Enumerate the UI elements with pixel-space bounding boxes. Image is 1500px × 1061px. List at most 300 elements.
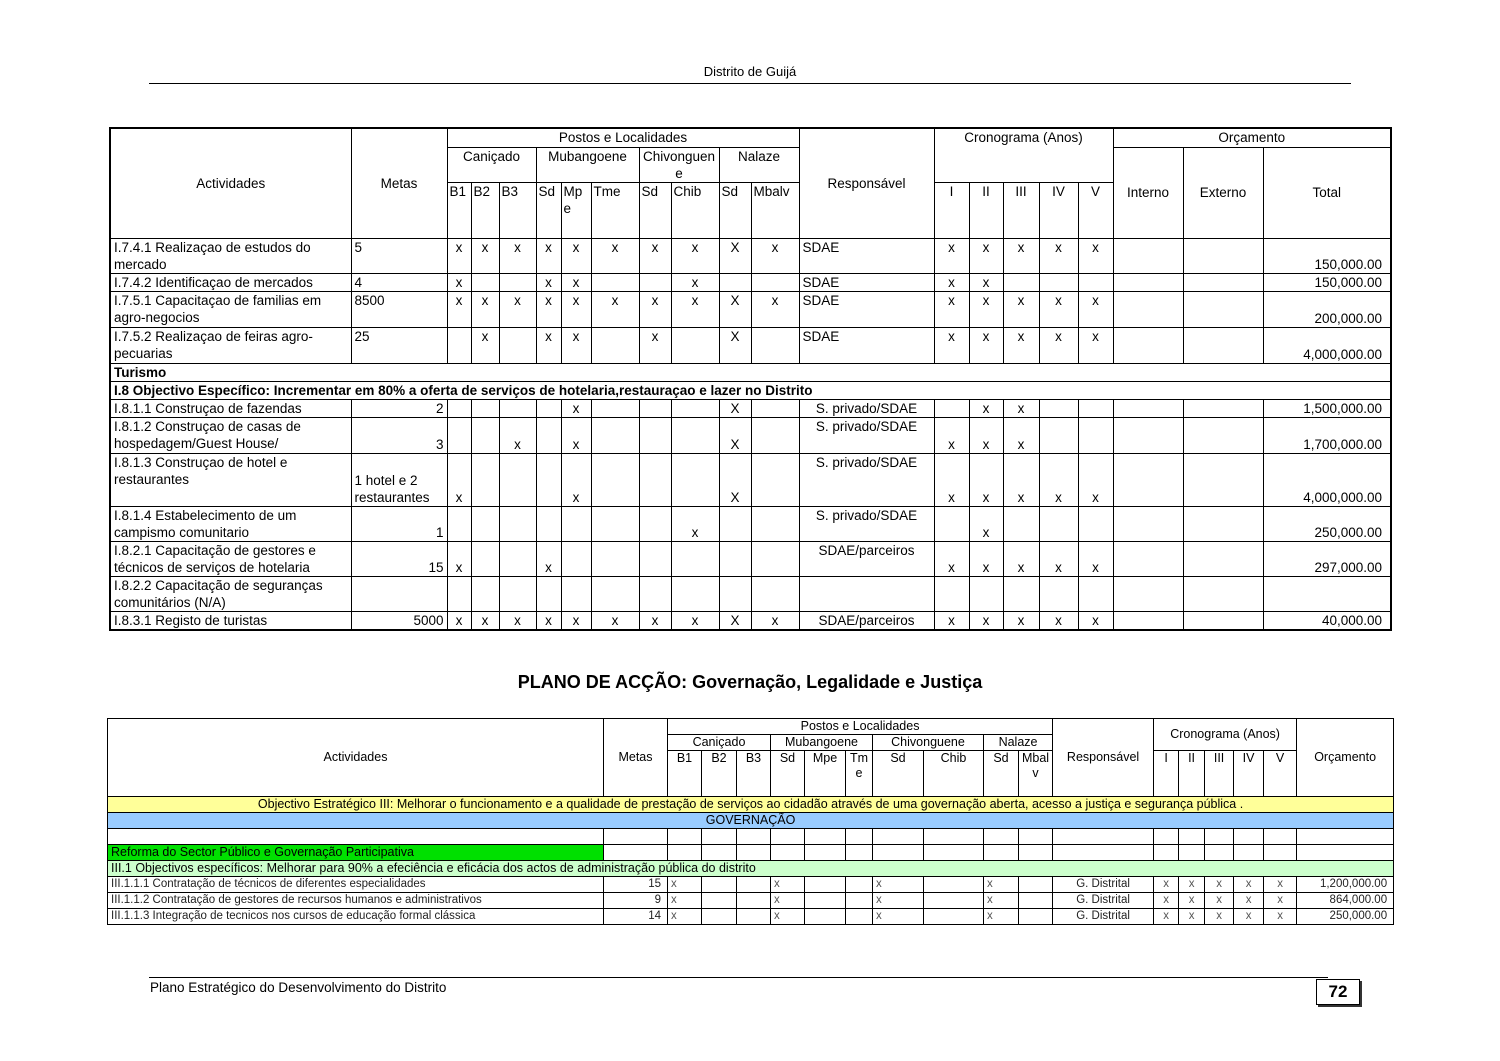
activity-cell: I.7.5.1 Capacitaçao de familias em agro-negocios <box>110 291 351 327</box>
schedule-mark: x <box>1234 909 1264 925</box>
location-mark: x <box>671 291 719 327</box>
col-sub-b1: B1 <box>668 751 702 797</box>
schedule-mark: x <box>934 611 969 630</box>
col-sub-b2: B2 <box>471 182 499 238</box>
section-title: PLANO DE ACÇÃO: Governação, Legalidade e Justiça <box>517 672 983 692</box>
empty-cell <box>1154 829 1179 845</box>
schedule-mark: x <box>969 399 1003 417</box>
location-mark: x <box>536 273 561 291</box>
interno-cell <box>1113 611 1183 630</box>
strategic-objective-row: Objectivo Estratégico III: Melhorar o funcionamento e a qualidade de prestação de serviços ao cidadão através de uma governação aberta, acesso a justiça e segurança pública . <box>108 797 1394 813</box>
empty-cell <box>1205 845 1234 861</box>
schedule-mark <box>1078 417 1113 453</box>
externo-cell <box>1183 399 1263 417</box>
schedule-mark: x <box>1078 291 1113 327</box>
location-mark <box>805 893 846 909</box>
location-mark: x <box>536 327 561 363</box>
schedule-mark: x <box>1003 417 1039 453</box>
col-sub-sd: Sd <box>771 751 805 797</box>
interno-cell <box>1113 541 1183 576</box>
schedule-mark <box>934 576 969 611</box>
metas-cell: 3 <box>351 417 447 453</box>
metas-cell: 5 <box>351 238 447 273</box>
metas-cell: 15 <box>351 541 447 576</box>
metas-cell: 4 <box>351 273 447 291</box>
location-mark <box>639 541 671 576</box>
empty-cell <box>771 845 805 861</box>
location-mark: x <box>873 877 924 893</box>
location-mark <box>671 541 719 576</box>
location-mark <box>719 273 751 291</box>
location-mark <box>591 506 639 541</box>
activity-cell: I.8.1.2 Construçao de casas de hospedagem/Guest House/ <box>110 417 351 453</box>
schedule-mark: x <box>969 273 1003 291</box>
schedule-mark: x <box>1234 893 1264 909</box>
metas-cell: 15 <box>604 877 668 893</box>
empty-cell <box>873 829 924 845</box>
table-row <box>110 541 1391 576</box>
col-actividades: Actividades <box>110 128 351 238</box>
empty-cell <box>1234 845 1264 861</box>
location-mark: x <box>447 238 471 273</box>
location-mark <box>671 399 719 417</box>
col-sub-sd: Sd <box>984 751 1019 797</box>
location-mark: x <box>499 611 536 630</box>
page-number: 72 <box>1316 979 1360 1005</box>
location-mark: x <box>668 893 702 909</box>
responsavel-cell: S. privado/SDAE <box>799 506 934 541</box>
location-mark <box>447 576 471 611</box>
schedule-mark: x <box>1179 877 1205 893</box>
schedule-mark: x <box>1078 453 1113 506</box>
location-mark <box>671 417 719 453</box>
location-mark: X <box>719 611 751 630</box>
location-mark <box>846 909 873 925</box>
metas-cell: 8500 <box>351 291 447 327</box>
empty-cell <box>1053 845 1154 861</box>
location-mark <box>499 453 536 506</box>
responsavel-cell: S. privado/SDAE <box>799 453 934 506</box>
col-metas: Metas <box>351 128 447 238</box>
col-sub-b3: B3 <box>737 751 771 797</box>
activity-cell: I.7.4.2 Identificaçao de mercados <box>110 273 351 291</box>
location-mark: X <box>719 399 751 417</box>
metas-cell: 25 <box>351 327 447 363</box>
area-row: GOVERNAÇÃO <box>108 813 1394 829</box>
location-mark <box>471 273 499 291</box>
location-mark <box>471 399 499 417</box>
location-mark: x <box>591 291 639 327</box>
location-mark: x <box>447 291 471 327</box>
col-ano-iii: III <box>1003 182 1039 238</box>
schedule-mark <box>1078 273 1113 291</box>
empty-cell <box>702 845 737 861</box>
schedule-mark <box>1003 506 1039 541</box>
schedule-mark: x <box>1039 327 1078 363</box>
empty-cell <box>1205 829 1234 845</box>
schedule-mark: x <box>1003 541 1039 576</box>
location-mark: x <box>447 453 471 506</box>
location-mark: X <box>719 327 751 363</box>
location-mark: x <box>984 877 1019 893</box>
schedule-mark <box>1078 506 1113 541</box>
empty-cell <box>737 845 771 861</box>
footer-divider <box>149 977 1328 978</box>
schedule-mark: x <box>1205 909 1234 925</box>
total-cell: 150,000.00 <box>1263 238 1391 273</box>
location-mark: x <box>447 541 471 576</box>
activity-cell: I.7.5.2 Realizaçao de feiras agro-pecuarias <box>110 327 351 363</box>
externo-cell <box>1183 541 1263 576</box>
col-sub-b1: B1 <box>447 182 471 238</box>
table-row <box>110 238 1391 273</box>
objective-row <box>110 381 1391 399</box>
col-canicado: Caniçado <box>447 147 536 182</box>
table-row <box>110 273 1391 291</box>
objective-cell: I.8 Objectivo Específico: Incrementar em 80% a oferta de serviços de hotelaria,restauraçao e lazer no Distrito <box>110 381 1391 399</box>
activity-cell: I.7.4.1 Realizaçao de estudos do mercado <box>110 238 351 273</box>
location-mark <box>702 909 737 925</box>
schedule-mark <box>1039 273 1078 291</box>
location-mark: x <box>561 273 591 291</box>
location-mark <box>471 453 499 506</box>
col-sub-sd: Sd <box>719 182 751 238</box>
interno-cell <box>1113 453 1183 506</box>
col-cronograma: Cronograma (Anos) <box>934 128 1113 182</box>
col-sub-mpe: Mpe <box>561 182 591 238</box>
schedule-mark <box>1039 506 1078 541</box>
schedule-mark: x <box>934 453 969 506</box>
orcamento-cell: 1,200,000.00 <box>1297 877 1394 893</box>
location-mark <box>737 877 771 893</box>
location-mark <box>846 893 873 909</box>
externo-cell <box>1183 291 1263 327</box>
interno-cell <box>1113 291 1183 327</box>
col-ano-v: V <box>1078 182 1113 238</box>
location-mark: x <box>471 291 499 327</box>
location-mark: X <box>719 291 751 327</box>
empty-cell <box>1234 829 1264 845</box>
table-row <box>110 611 1391 630</box>
location-mark: x <box>751 291 799 327</box>
col-sub-b3: B3 <box>499 182 536 238</box>
activity-cell: I.8.2.2 Capacitação de seguranças comunitários (N/A) <box>110 576 351 611</box>
table-row <box>110 576 1391 611</box>
col-sub-mbalv: Mbalv <box>1019 751 1053 797</box>
col-nalaze: Nalaze <box>984 735 1053 751</box>
location-mark <box>751 453 799 506</box>
location-mark <box>751 399 799 417</box>
activity-cell: III.1.1.3 Integração de tecnicos nos cursos de educação formal clássica <box>108 909 604 925</box>
empty-cell <box>805 829 846 845</box>
schedule-mark: x <box>1003 327 1039 363</box>
interno-cell <box>1113 273 1183 291</box>
location-mark <box>751 327 799 363</box>
location-mark <box>499 541 536 576</box>
empty-cell <box>805 845 846 861</box>
schedule-mark <box>1039 399 1078 417</box>
metas-cell: 5000 <box>351 611 447 630</box>
location-mark: x <box>447 273 471 291</box>
location-mark <box>447 327 471 363</box>
interno-cell <box>1113 576 1183 611</box>
col-ano-ii: II <box>969 182 1003 238</box>
responsavel-cell: SDAE <box>799 327 934 363</box>
empty-cell <box>846 845 873 861</box>
col-ano-iv: IV <box>1234 751 1264 797</box>
col-orcamento: Orçamento <box>1113 128 1391 147</box>
location-mark <box>447 399 471 417</box>
table-row <box>110 399 1391 417</box>
schedule-mark: x <box>1039 541 1078 576</box>
col-interno: Interno <box>1113 147 1183 238</box>
empty-cell <box>1154 845 1179 861</box>
location-mark <box>924 893 984 909</box>
location-mark: x <box>536 238 561 273</box>
schedule-mark: x <box>1003 238 1039 273</box>
total-cell: 297,000.00 <box>1263 541 1391 576</box>
empty-cell <box>924 845 984 861</box>
location-mark <box>671 453 719 506</box>
responsavel-cell: S. privado/SDAE <box>799 417 934 453</box>
location-mark <box>536 417 561 453</box>
location-mark <box>471 506 499 541</box>
location-mark <box>639 399 671 417</box>
location-mark: x <box>561 611 591 630</box>
section-row <box>110 363 1391 381</box>
schedule-mark: x <box>1003 291 1039 327</box>
location-mark <box>1019 877 1053 893</box>
location-mark: x <box>591 611 639 630</box>
activity-cell: I.8.2.1 Capacitação de gestores e técnicos de serviços de hotelaria <box>110 541 351 576</box>
empty-cell <box>1264 829 1297 845</box>
activity-cell: I.8.1.3 Construçao de hotel e restaurantes <box>110 453 351 506</box>
metas-cell <box>351 576 447 611</box>
location-mark <box>737 893 771 909</box>
blank-row <box>108 829 1394 845</box>
interno-cell <box>1113 399 1183 417</box>
schedule-mark: x <box>969 238 1003 273</box>
location-mark: x <box>984 909 1019 925</box>
orcamento-cell: 250,000.00 <box>1297 909 1394 925</box>
location-mark: x <box>471 611 499 630</box>
col-sub-chib: Chib <box>924 751 984 797</box>
total-cell <box>1263 576 1391 611</box>
location-mark <box>447 506 471 541</box>
location-mark <box>639 576 671 611</box>
location-mark: x <box>671 238 719 273</box>
schedule-mark: x <box>1078 327 1113 363</box>
location-mark <box>751 541 799 576</box>
location-mark <box>924 909 984 925</box>
col-sub-sd: Sd <box>536 182 561 238</box>
col-responsavel: Responsável <box>1053 719 1154 797</box>
empty-cell <box>846 829 873 845</box>
schedule-mark: x <box>1264 877 1297 893</box>
responsavel-cell: G. Distrital <box>1053 877 1154 893</box>
col-sub-sd: Sd <box>639 182 671 238</box>
location-mark: x <box>771 909 805 925</box>
empty-cell <box>604 845 668 861</box>
metas-cell: 2 <box>351 399 447 417</box>
total-cell: 1,500,000.00 <box>1263 399 1391 417</box>
location-mark <box>591 541 639 576</box>
schedule-mark <box>1003 273 1039 291</box>
location-mark: x <box>471 238 499 273</box>
metas-cell: 14 <box>604 909 668 925</box>
empty-cell <box>873 845 924 861</box>
schedule-mark: x <box>934 238 969 273</box>
schedule-mark: x <box>1003 453 1039 506</box>
table-row <box>108 909 1394 925</box>
location-mark <box>924 877 984 893</box>
location-mark <box>591 399 639 417</box>
empty-cell <box>1179 845 1205 861</box>
empty-cell <box>108 829 604 845</box>
interno-cell <box>1113 327 1183 363</box>
location-mark: x <box>668 877 702 893</box>
schedule-mark <box>1003 576 1039 611</box>
empty-cell <box>1264 845 1297 861</box>
empty-cell <box>1297 829 1394 845</box>
responsavel-cell: SDAE <box>799 273 934 291</box>
governance-activities-table <box>107 718 1394 925</box>
location-mark: x <box>873 909 924 925</box>
responsavel-cell: G. Distrital <box>1053 909 1154 925</box>
table-row <box>108 877 1394 893</box>
location-mark <box>639 417 671 453</box>
schedule-mark: x <box>969 541 1003 576</box>
col-cronograma: Cronograma (Anos) <box>1154 719 1297 751</box>
location-mark: x <box>471 327 499 363</box>
schedule-mark: x <box>1003 611 1039 630</box>
location-mark: x <box>536 541 561 576</box>
externo-cell <box>1183 238 1263 273</box>
schedule-mark: x <box>1039 291 1078 327</box>
empty-cell <box>737 829 771 845</box>
col-ano-ii: II <box>1179 751 1205 797</box>
schedule-mark: x <box>1078 238 1113 273</box>
location-mark: x <box>671 506 719 541</box>
location-mark: x <box>561 417 591 453</box>
schedule-mark: x <box>934 327 969 363</box>
location-mark <box>639 453 671 506</box>
location-mark: x <box>873 893 924 909</box>
location-mark <box>591 327 639 363</box>
location-mark: x <box>499 291 536 327</box>
location-mark: x <box>591 238 639 273</box>
schedule-mark <box>934 506 969 541</box>
empty-cell <box>984 829 1019 845</box>
col-sub-chib: Chib <box>671 182 719 238</box>
empty-cell <box>924 829 984 845</box>
schedule-mark: x <box>969 611 1003 630</box>
schedule-mark: x <box>969 291 1003 327</box>
location-mark <box>471 417 499 453</box>
location-mark <box>751 273 799 291</box>
col-sub-sd: Sd <box>873 751 924 797</box>
externo-cell <box>1183 273 1263 291</box>
specific-objective-row: III.1 Objectivos específicos: Melhorar para 90% a efeciência e eficácia dos actos de administração pública do distrito <box>108 861 1394 877</box>
responsavel-cell <box>799 576 934 611</box>
location-mark <box>805 877 846 893</box>
location-mark: x <box>639 611 671 630</box>
col-ano-iii: III <box>1205 751 1234 797</box>
total-cell: 40,000.00 <box>1263 611 1391 630</box>
schedule-mark: x <box>969 417 1003 453</box>
externo-cell <box>1183 327 1263 363</box>
schedule-mark: x <box>934 291 969 327</box>
responsavel-cell: S. privado/SDAE <box>799 399 934 417</box>
col-chivonguene: Chivonguene <box>639 147 719 182</box>
empty-cell <box>1053 829 1154 845</box>
location-mark: X <box>719 417 751 453</box>
activity-cell: III.1.1.1 Contratação de técnicos de diferentes especialidades <box>108 877 604 893</box>
location-mark: x <box>639 238 671 273</box>
location-mark <box>751 506 799 541</box>
location-mark: x <box>499 238 536 273</box>
col-externo: Externo <box>1183 147 1263 238</box>
externo-cell <box>1183 453 1263 506</box>
location-mark <box>561 506 591 541</box>
empty-cell <box>1019 845 1053 861</box>
table-row <box>110 327 1391 363</box>
externo-cell <box>1183 506 1263 541</box>
subarea-cell: Reforma do Sector Público e Governação Participativa <box>108 845 604 861</box>
schedule-mark: x <box>1078 611 1113 630</box>
table-row <box>110 453 1391 506</box>
location-mark: X <box>719 238 751 273</box>
location-mark <box>447 417 471 453</box>
interno-cell <box>1113 506 1183 541</box>
location-mark: x <box>771 877 805 893</box>
location-mark <box>719 576 751 611</box>
table-row <box>110 506 1391 541</box>
col-mubangoene: Mubangoene <box>536 147 639 182</box>
location-mark: x <box>671 273 719 291</box>
location-mark: x <box>561 291 591 327</box>
footer-text: Plano Estratégico do Desenvolvimento do Distrito <box>150 980 447 995</box>
interno-cell <box>1113 417 1183 453</box>
col-chivonguene: Chivonguene <box>873 735 984 751</box>
col-mubangoene: Mubangoene <box>771 735 873 751</box>
externo-cell <box>1183 611 1263 630</box>
location-mark <box>639 273 671 291</box>
schedule-mark: x <box>1039 611 1078 630</box>
location-mark: x <box>561 238 591 273</box>
schedule-mark: x <box>1039 453 1078 506</box>
location-mark <box>536 453 561 506</box>
location-mark <box>737 909 771 925</box>
location-mark <box>751 417 799 453</box>
responsavel-cell: G. Distrital <box>1053 893 1154 909</box>
metas-cell: 1 hotel e 2 restaurantes <box>351 453 447 506</box>
schedule-mark: x <box>1179 893 1205 909</box>
schedule-mark: x <box>1205 877 1234 893</box>
location-mark <box>471 576 499 611</box>
responsavel-cell: SDAE <box>799 291 934 327</box>
location-mark <box>639 506 671 541</box>
location-mark <box>702 893 737 909</box>
schedule-mark <box>1078 576 1113 611</box>
section-cell: Turismo <box>110 363 1391 381</box>
location-mark <box>561 576 591 611</box>
schedule-mark: x <box>934 541 969 576</box>
location-mark <box>471 541 499 576</box>
table-row <box>110 417 1391 453</box>
metas-cell: 1 <box>351 506 447 541</box>
location-mark <box>805 909 846 925</box>
